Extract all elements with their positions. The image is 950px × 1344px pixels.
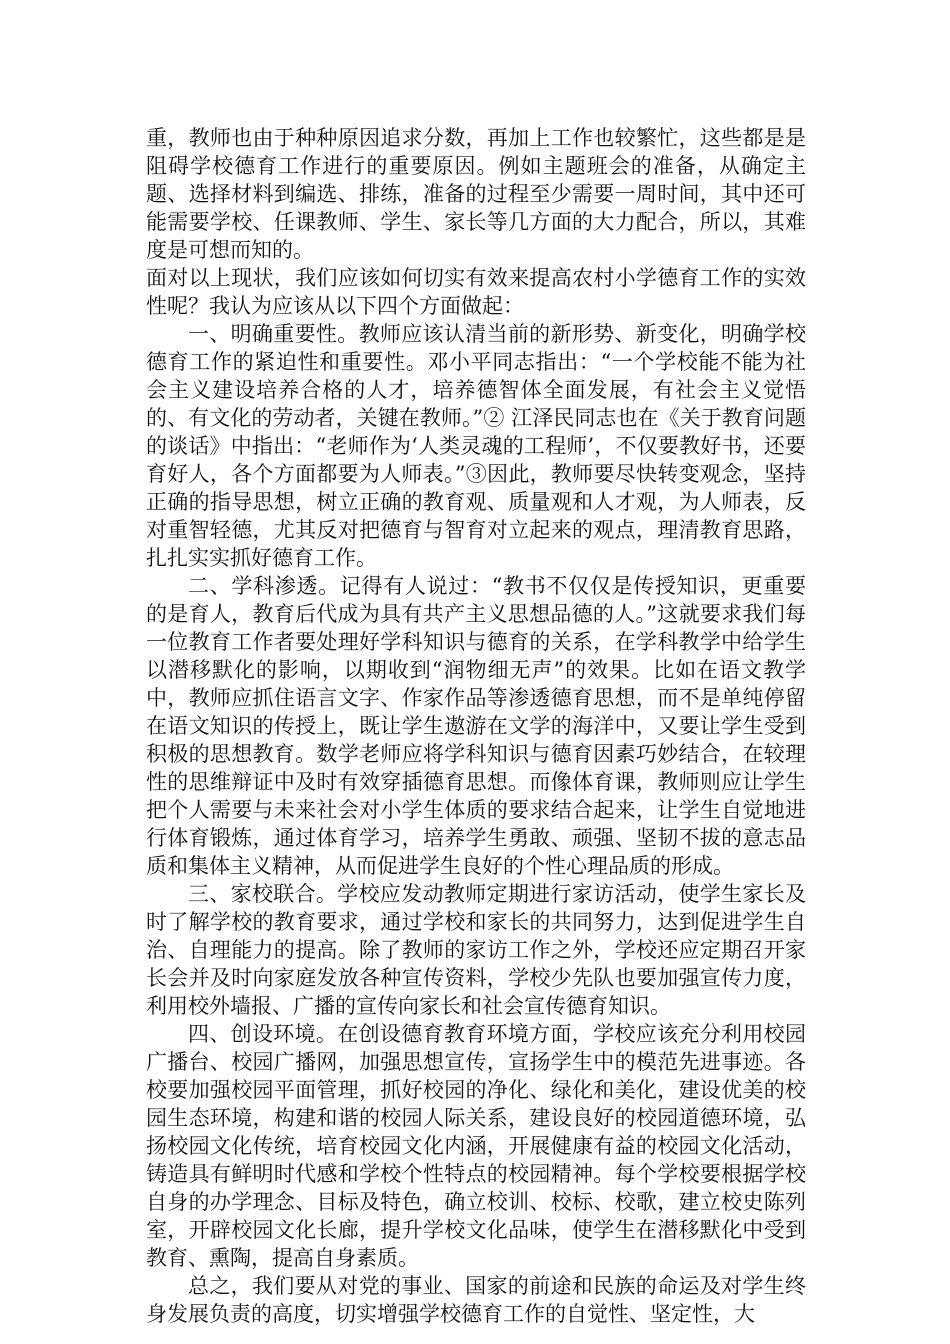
paragraph-1: 重，教师也由于种种原因追求分数，再加上工作也较繁忙，这些都是是阻碍学校德育工作进行的重要原因。例如主题班会的准备，从确定主题、选择材料到编选、排练，准备的过程至少需要一周时间，其中还可能需要学校、任课教师、学生、家长等几方面的大力配合，所以，其难度是可想而知的。: [146, 126, 806, 262]
document-page: [146, 124, 806, 1328]
paragraph-5: 三、家校联合。学校应发动教师定期进行家访活动，使学生家长及时了解学校的教育要求，通过学校和家长的共同努力，达到促进学生自治、自理能力的提高。除了教师的家访工作之外，学校还应定期召开家长会并及时向家庭发放各种宣传资料，学校少先队也要加强宣传力度，利用校外墙报、广播的宣传向家长和社会宣传德育知识。: [146, 882, 806, 1018]
paragraph-4: 二、学科渗透。记得有人说过：“教书不仅仅是传授知识，更重要的是育人，教育后代成为具有共产主义思想品德的人。”这就要求我们每一位教育工作者要处理好学科知识与德育的关系，在学科教学中给学生以潜移默化的影响，以期收到“润物细无声”的效果。比如在语文教学中，教师应抓住语言文字、作家作品等渗透德育思想，而不是单纯停留在语文知识的传授上，既让学生遨游在文学的海洋中，又要让学生受到积极的思想教育。数学老师应将学科知识与德育因素巧妙结合，在较理性的思维辩证中及时有效穿插德育思想。而像体育课，教师则应让学生把个人需要与未来社会对小学生体质的要求结合起来，让学生自觉地进行体育锻炼，通过体育学习，培养学生勇敢、顽强、坚韧不拔的意志品质和集体主义精神，从而促进学生良好的个性心理品质的形成。: [146, 574, 806, 878]
paragraph-7: 总之，我们要从对党的事业、国家的前途和民族的命运及对学生终身发展负责的高度，切实增强学校德育工作的自觉性、坚定性，大: [146, 1274, 806, 1326]
paragraph-2: 面对以上现状，我们应该如何切实有效来提高农村小学德育工作的实效性呢？我认为应该从以下四个方面做起：: [146, 266, 806, 318]
paragraph-6: 四、创设环境。在创设德育教育环境方面，学校应该充分利用校园广播台、校园广播网，加强思想宣传，宣扬学生中的模范先进事迹。各校要加强校园平面管理，抓好校园的净化、绿化和美化，建设优美的校园生态环境，构建和谐的校园人际关系，建设良好的校园道德环境，弘扬校园文化传统，培育校园文化内涵，开展健康有益的校园文化活动，铸造具有鲜明时代感和学校个性特点的校园精神。每个学校要根据学校自身的办学理念、目标及特色，确立校训、校标、校歌，建立校史陈列室，开辟校园文化长廊，提升学校文化品味，使学生在潜移默化中受到教育、熏陶，提高自身素质。: [146, 1022, 806, 1270]
paragraph-3: 一、明确重要性。教师应该认清当前的新形势、新变化，明确学校德育工作的紧迫性和重要性。邓小平同志指出：“一个学校能不能为社会主义建设培养合格的人才，培养德智体全面发展，有社会主义觉悟的、有文化的劳动者，关键在教师。”② 江泽民同志也在《关于教育问题的谈话》中指出：“老师作为‘人类灵魂的工程师’，不仅要教好书，还要育好人，各个方面都要为人师表。”③因此，教师要尽快转变观念，坚持正确的指导思想，树立正确的教育观、质量观和人才观，为人师表，反对重智轻德，尤其反对把德育与智育对立起来的观点，理清教育思路，扎扎实实抓好德育工作。: [146, 322, 806, 570]
